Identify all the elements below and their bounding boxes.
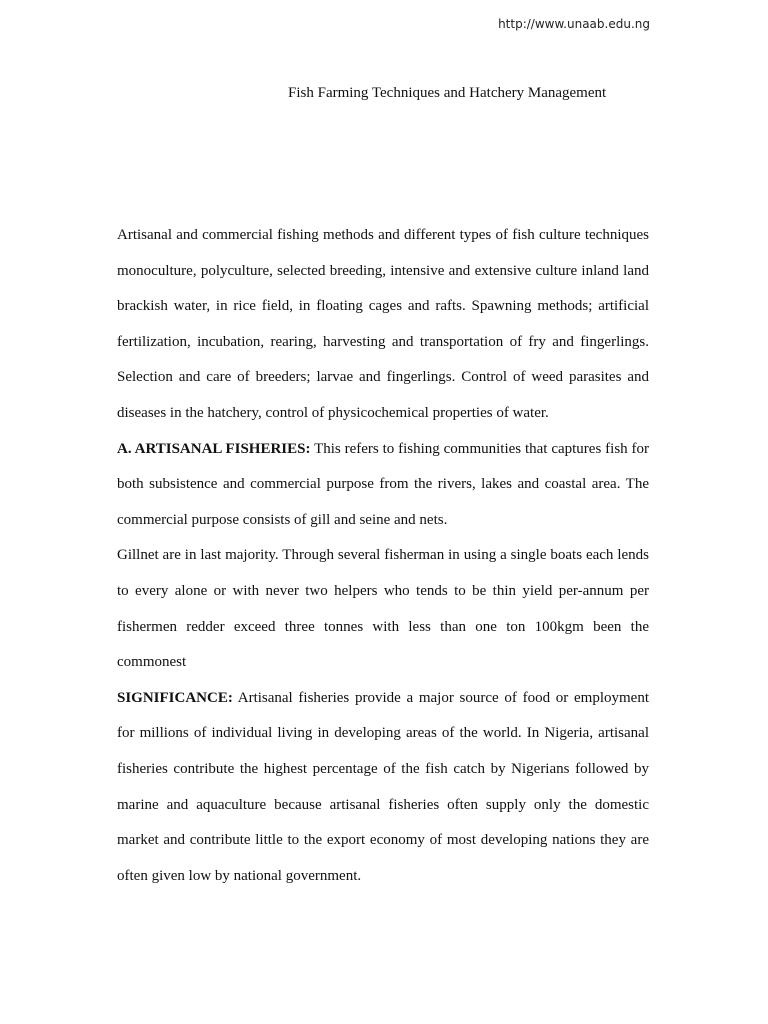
document-body: [117, 218, 649, 894]
section-text-significance: Artisanal fisheries provide a major source of food or employment for millions of individual living in developing areas of the world. In Nigeria, artisanal fisheries contribute the highest percentage of the fish catch by Nigerians followed by marine and aquaculture because artisanal fisheries often supply only the domestic market and contribute little to the export economy of most developing nations they are often given low by national government.: [117, 689, 649, 884]
section-text-artisanal-fisheries: This refers to fishing communities that captures fish for both subsistence and commercial purpose from the rivers, lakes and coastal area. The commercial purpose consists of gill and seine and nets.: [117, 440, 649, 528]
intro-paragraph: Artisanal and commercial fishing methods and different types of fish culture techniques monoculture, polyculture, selected breeding, intensive and extensive culture inland land brackish water, in rice field, in floating cages and rafts. Spawning methods; artificial fertilization, incubation, rearing, harvesting and transportation of fry and fingerlings. Selection and care of breeders; larvae and fingerlings. Control of weed parasites and diseases in the hatchery, control of physicochemical properties of water.: [117, 227, 649, 421]
section-artisanal-fisheries: [117, 432, 649, 539]
section-heading-significance: SIGNIFICANCE:: [117, 689, 233, 706]
section-significance: [117, 681, 649, 895]
page-title: Fish Farming Techniques and Hatchery Management: [288, 85, 607, 101]
gillnet-paragraph: Gillnet are in last majority. Through several fisherman in using a single boats each lends to every alone or with never two helpers who tends to be thin yield per-annum per fishermen redder exceed three tonnes with less than one ton 100kgm been the commonest: [117, 547, 649, 671]
section-heading-artisanal-fisheries: A. ARTISANAL FISHERIES:: [117, 440, 311, 457]
header-url[interactable]: http://www.unaab.edu.ng: [498, 17, 650, 31]
